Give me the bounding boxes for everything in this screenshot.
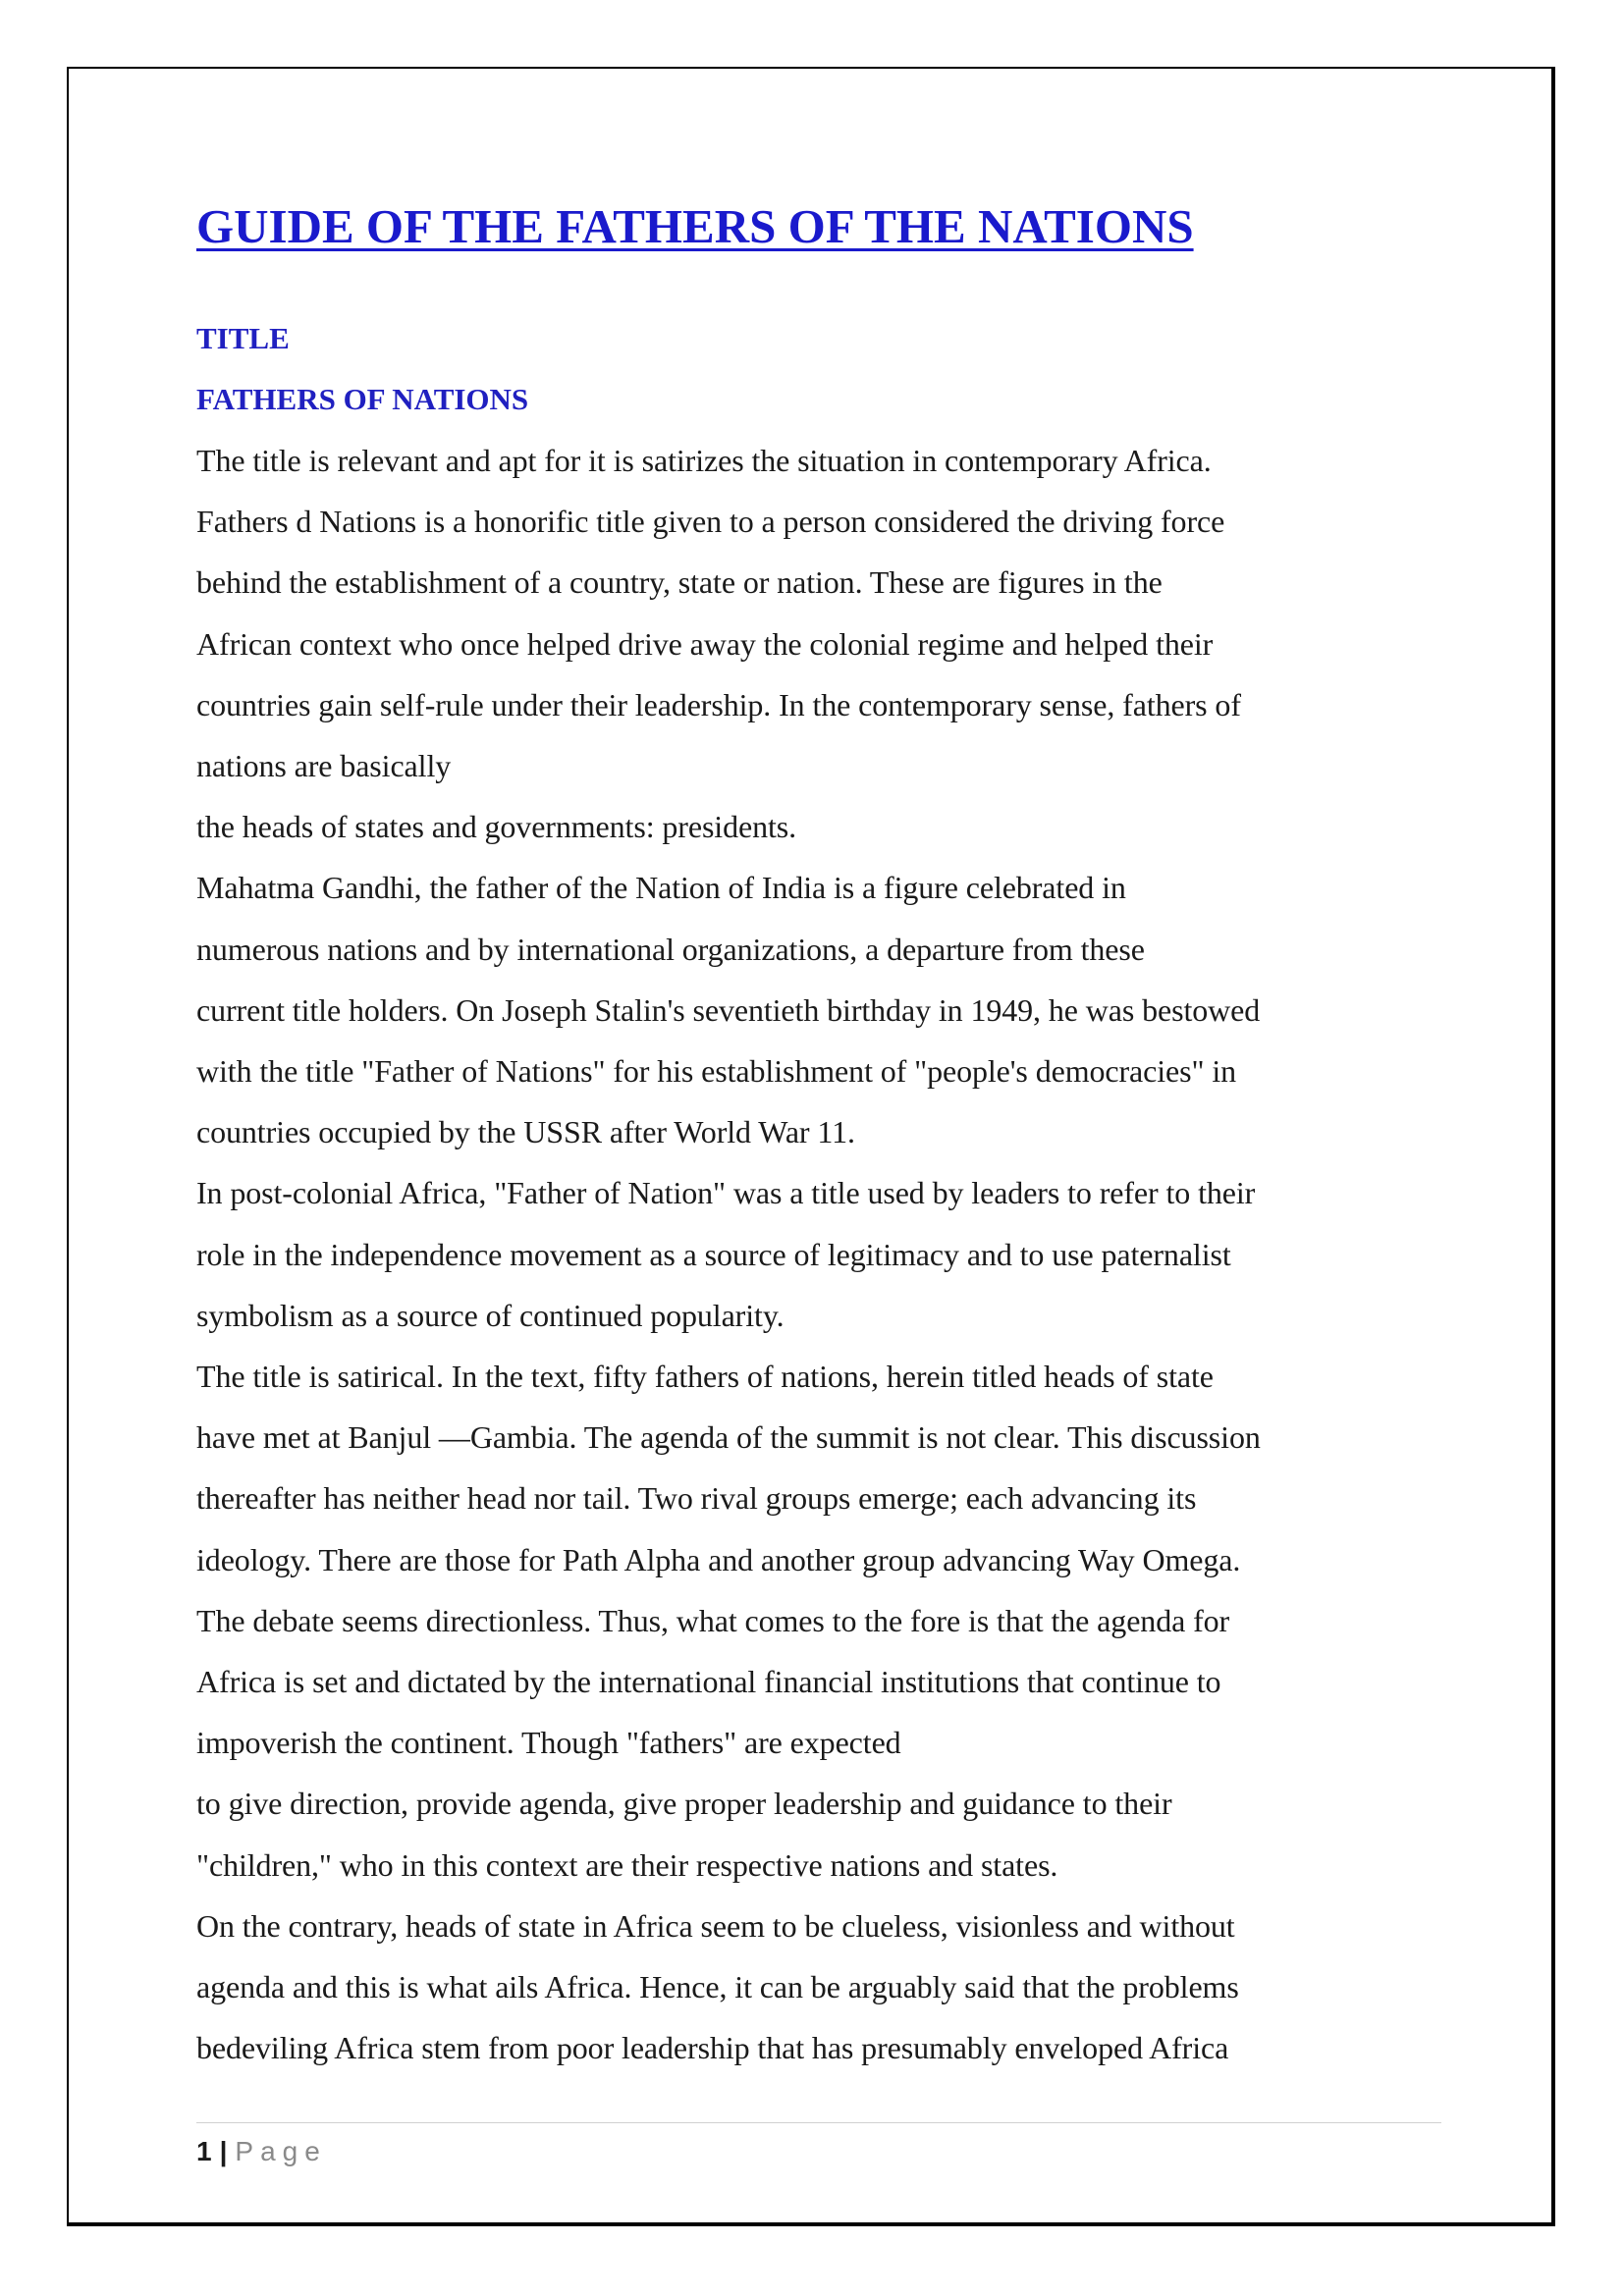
section-heading: TITLE	[196, 321, 290, 355]
text-line: The title is satirical. In the text, fifty fathers of nations, herein titled heads of state	[196, 1359, 1214, 1395]
text-line: On the contrary, heads of state in Africa seem to be clueless, visionless and without	[196, 1907, 1235, 1944]
text-line: ideology. There are those for Path Alpha and another group advancing Way Omega.	[196, 1541, 1241, 1577]
text-line: countries gain self-rule under their leadership. In the contemporary sense, fathers of	[196, 686, 1241, 722]
text-line: have met at Banjul —Gambia. The agenda of the summit is not clear. This discussion	[196, 1419, 1261, 1456]
text-line: Fathers d Nations is a honorific title given to a person considered the driving force	[196, 504, 1225, 540]
footer-divider	[196, 2122, 1441, 2123]
text-line: Mahatma Gandhi, the father of the Nation of India is a figure celebrated in	[196, 870, 1126, 906]
text-line: The debate seems directionless. Thus, what comes to the fore is that the agenda for	[196, 1602, 1230, 1638]
page-number: 1	[196, 2136, 212, 2166]
text-line: In post-colonial Africa, "Father of Nation" was a title used by leaders to refer to their	[196, 1175, 1256, 1211]
text-line: Africa is set and dictated by the international financial institutions that continue to	[196, 1664, 1221, 1700]
text-line: behind the establishment of a country, state or nation. These are figures in the	[196, 564, 1163, 601]
document-body	[196, 192, 1443, 2078]
text-line: to give direction, provide agenda, give proper leadership and guidance to their	[196, 1786, 1172, 1822]
text-line: role in the independence movement as a source of legitimacy and to use paternalist	[196, 1236, 1231, 1272]
text-line: "children," who in this context are their respective nations and states.	[196, 1846, 1058, 1883]
text-line: The title is relevant and apt for it is satirizes the situation in contemporary Africa.	[196, 443, 1212, 478]
text-line: the heads of states and governments: presidents.	[196, 809, 797, 845]
text-line: bedeviling Africa stem from poor leadership that has presumably enveloped Africa	[196, 2030, 1229, 2066]
text-line: African context who once helped drive away the colonial regime and helped their	[196, 625, 1214, 662]
page-footer	[196, 2136, 327, 2167]
text-line: thereafter has neither head nor tail. Two rival groups emerge; each advancing its	[196, 1480, 1197, 1517]
document-title: GUIDE OF THE FATHERS OF THE NATIONS	[196, 199, 1194, 253]
text-line: countries occupied by the USSR after World War 11.	[196, 1114, 855, 1150]
text-line: with the title "Father of Nations" for his establishment of "people's democracies" in	[196, 1053, 1237, 1090]
text-line: current title holders. On Joseph Stalin's seventieth birthday in 1949, he was bestowed	[196, 991, 1261, 1028]
text-line: symbolism as a source of continued popularity.	[196, 1297, 785, 1333]
text-line: numerous nations and by international organizations, a departure from these	[196, 931, 1145, 967]
sub-heading: FATHERS OF NATIONS	[196, 382, 529, 416]
page-label: Page	[235, 2136, 327, 2166]
text-line: impoverish the continent. Though "fathers" are expected	[196, 1725, 901, 1761]
text-line: agenda and this is what ails Africa. Hence, it can be arguably said that the problems	[196, 1969, 1239, 2005]
footer-separator: |	[219, 2136, 228, 2166]
text-line: nations are basically	[196, 748, 452, 784]
